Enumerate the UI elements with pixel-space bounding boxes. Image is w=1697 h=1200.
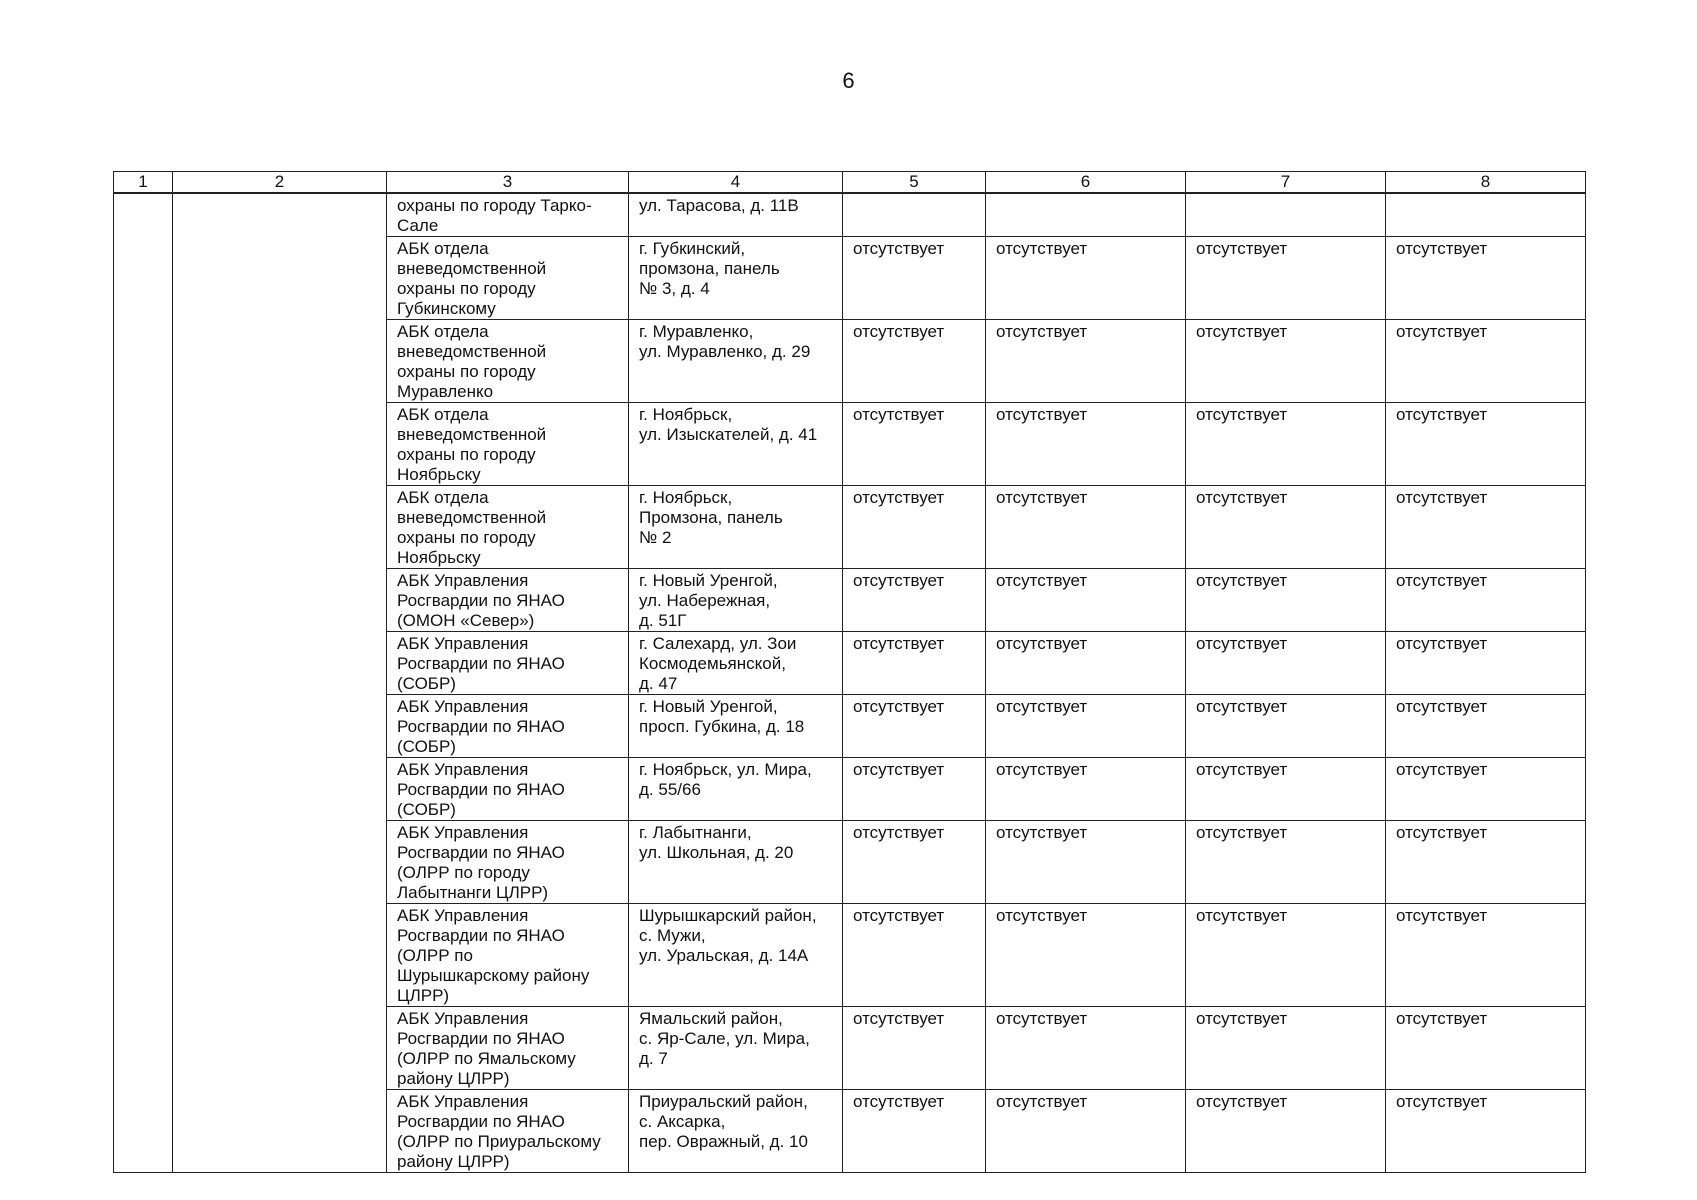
address-cell: г. Ноябрьск, ул. Мира, д. 55/66 bbox=[629, 758, 843, 821]
value-cell: отсутствует bbox=[1386, 1090, 1586, 1173]
value-cell: отсутствует bbox=[1186, 758, 1386, 821]
value-cell: отсутствует bbox=[1186, 632, 1386, 695]
object-name-cell: АБК отдела вневедомственной охраны по городу Ноябрьску bbox=[387, 403, 629, 486]
column-header: 4 bbox=[629, 172, 843, 194]
value-cell: отсутствует bbox=[1186, 403, 1386, 486]
value-cell: отсутствует bbox=[986, 904, 1186, 1007]
value-cell: отсутствует bbox=[1186, 1007, 1386, 1090]
objects-table bbox=[113, 171, 1586, 1173]
value-cell bbox=[986, 193, 1186, 237]
address-cell: Шурышкарский район, с. Мужи, ул. Уральская, д. 14А bbox=[629, 904, 843, 1007]
value-cell: отсутствует bbox=[986, 569, 1186, 632]
value-cell: отсутствует bbox=[1386, 632, 1586, 695]
address-cell: Ямальский район, с. Яр-Сале, ул. Мира, д. 7 bbox=[629, 1007, 843, 1090]
column-header: 2 bbox=[173, 172, 387, 194]
object-name-cell: АБК Управления Росгвардии по ЯНАО (СОБР) bbox=[387, 695, 629, 758]
value-cell bbox=[1186, 193, 1386, 237]
value-cell: отсутствует bbox=[1386, 237, 1586, 320]
value-cell: отсутствует bbox=[986, 758, 1186, 821]
value-cell: отсутствует bbox=[1186, 486, 1386, 569]
table-header bbox=[114, 172, 1586, 194]
object-name-cell: АБК Управления Росгвардии по ЯНАО (ОЛРР по Ямальскому району ЦЛРР) bbox=[387, 1007, 629, 1090]
value-cell: отсутствует bbox=[986, 1090, 1186, 1173]
object-name-cell: АБК отдела вневедомственной охраны по городу Ноябрьску bbox=[387, 486, 629, 569]
value-cell: отсутствует bbox=[843, 237, 986, 320]
value-cell: отсутствует bbox=[843, 569, 986, 632]
object-name-cell: АБК Управления Росгвардии по ЯНАО (СОБР) bbox=[387, 632, 629, 695]
value-cell: отсутствует bbox=[843, 403, 986, 486]
column-header: 7 bbox=[1186, 172, 1386, 194]
value-cell: отсутствует bbox=[1386, 1007, 1586, 1090]
address-cell: г. Лабытнанги, ул. Школьная, д. 20 bbox=[629, 821, 843, 904]
value-cell: отсутствует bbox=[1386, 403, 1586, 486]
column-header: 1 bbox=[114, 172, 173, 194]
column-header: 8 bbox=[1386, 172, 1586, 194]
value-cell: отсутствует bbox=[1186, 821, 1386, 904]
header-row bbox=[114, 172, 1586, 194]
value-cell: отсутствует bbox=[986, 821, 1186, 904]
value-cell: отсутствует bbox=[1186, 904, 1386, 1007]
value-cell: отсутствует bbox=[1386, 569, 1586, 632]
merged-cell-col1 bbox=[114, 193, 173, 1173]
object-name-cell: АБК Управления Росгвардии по ЯНАО (ОМОН «Север») bbox=[387, 569, 629, 632]
column-header: 5 bbox=[843, 172, 986, 194]
merged-cell-col2 bbox=[173, 193, 387, 1173]
table-row bbox=[114, 193, 1586, 237]
object-name-cell: АБК Управления Росгвардии по ЯНАО (ОЛРР по Приуральскому району ЦЛРР) bbox=[387, 1090, 629, 1173]
column-header: 6 bbox=[986, 172, 1186, 194]
value-cell bbox=[843, 193, 986, 237]
value-cell: отсутствует bbox=[1386, 695, 1586, 758]
address-cell: ул. Тарасова, д. 11В bbox=[629, 193, 843, 237]
value-cell: отсутствует bbox=[1186, 1090, 1386, 1173]
value-cell: отсутствует bbox=[986, 632, 1186, 695]
value-cell: отсутствует bbox=[986, 320, 1186, 403]
address-cell: г. Ноябрьск, ул. Изыскателей, д. 41 bbox=[629, 403, 843, 486]
address-cell: г. Губкинский, промзона, панель № 3, д. 4 bbox=[629, 237, 843, 320]
value-cell: отсутствует bbox=[986, 237, 1186, 320]
address-cell: г. Муравленко, ул. Муравленко, д. 29 bbox=[629, 320, 843, 403]
page-number: 6 bbox=[842, 68, 855, 93]
object-name-cell: АБК отдела вневедомственной охраны по городу Муравленко bbox=[387, 320, 629, 403]
value-cell: отсутствует bbox=[1186, 237, 1386, 320]
value-cell: отсутствует bbox=[1186, 569, 1386, 632]
value-cell: отсутствует bbox=[843, 904, 986, 1007]
object-name-cell: АБК Управления Росгвардии по ЯНАО (СОБР) bbox=[387, 758, 629, 821]
value-cell: отсутствует bbox=[1386, 486, 1586, 569]
address-cell: г. Новый Уренгой, ул. Набережная, д. 51Г bbox=[629, 569, 843, 632]
value-cell: отсутствует bbox=[986, 1007, 1186, 1090]
address-cell: г. Новый Уренгой, просп. Губкина, д. 18 bbox=[629, 695, 843, 758]
value-cell: отсутствует bbox=[843, 758, 986, 821]
value-cell: отсутствует bbox=[843, 695, 986, 758]
table-body bbox=[114, 193, 1586, 1173]
value-cell: отсутствует bbox=[843, 320, 986, 403]
value-cell: отсутствует bbox=[843, 821, 986, 904]
value-cell: отсутствует bbox=[843, 632, 986, 695]
value-cell: отсутствует bbox=[1386, 904, 1586, 1007]
address-cell: г. Ноябрьск, Промзона, панель № 2 bbox=[629, 486, 843, 569]
address-cell: Приуральский район, с. Аксарка, пер. Овражный, д. 10 bbox=[629, 1090, 843, 1173]
object-name-cell: АБК отдела вневедомственной охраны по городу Губкинскому bbox=[387, 237, 629, 320]
value-cell: отсутствует bbox=[1386, 758, 1586, 821]
value-cell: отсутствует bbox=[843, 486, 986, 569]
value-cell: отсутствует bbox=[986, 486, 1186, 569]
value-cell: отсутствует bbox=[986, 695, 1186, 758]
value-cell: отсутствует bbox=[843, 1007, 986, 1090]
value-cell: отсутствует bbox=[843, 1090, 986, 1173]
value-cell bbox=[1386, 193, 1586, 237]
value-cell: отсутствует bbox=[1386, 821, 1586, 904]
value-cell: отсутствует bbox=[986, 403, 1186, 486]
value-cell: отсутствует bbox=[1186, 320, 1386, 403]
value-cell: отсутствует bbox=[1186, 695, 1386, 758]
value-cell: отсутствует bbox=[1386, 320, 1586, 403]
address-cell: г. Салехард, ул. Зои Космодемьянской, д. 47 bbox=[629, 632, 843, 695]
object-name-cell: АБК Управления Росгвардии по ЯНАО (ОЛРР по Шурышкарскому району ЦЛРР) bbox=[387, 904, 629, 1007]
object-name-cell: АБК Управления Росгвардии по ЯНАО (ОЛРР по городу Лабытнанги ЦЛРР) bbox=[387, 821, 629, 904]
object-name-cell: охраны по городу Тарко- Сале bbox=[387, 193, 629, 237]
column-header: 3 bbox=[387, 172, 629, 194]
